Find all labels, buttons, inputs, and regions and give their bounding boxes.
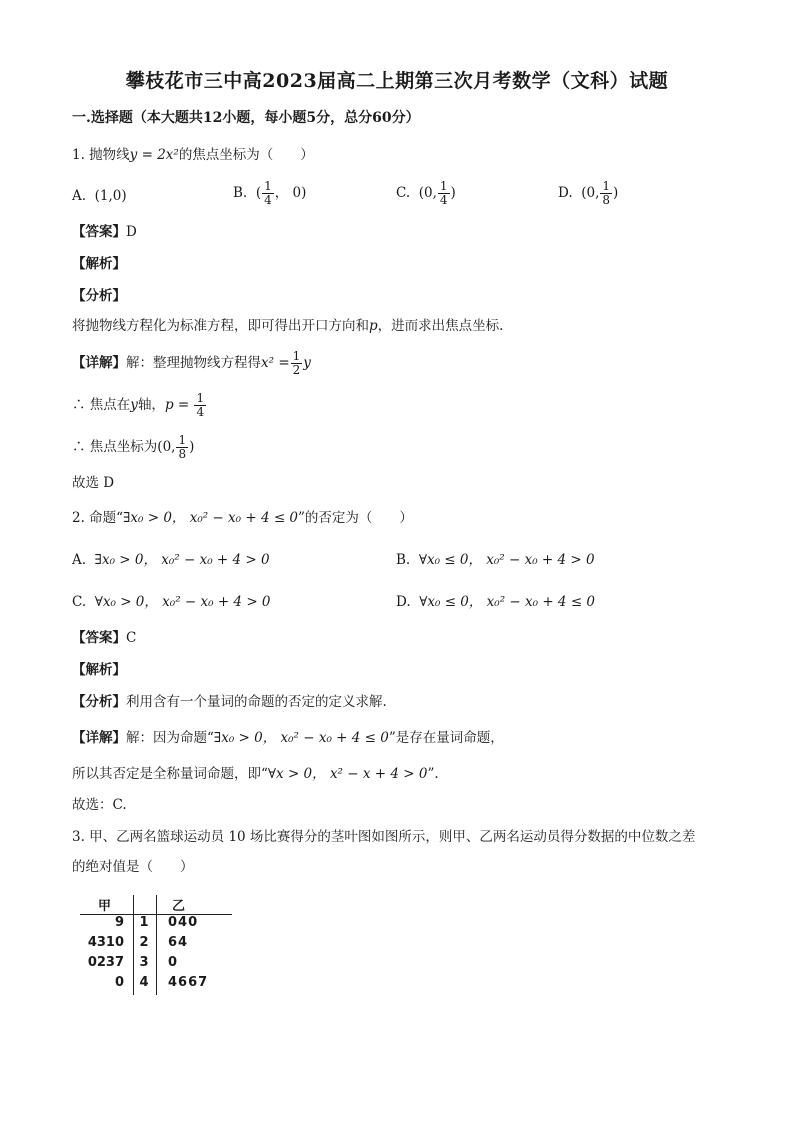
stem-value: 4 [139,975,149,990]
fraction [291,350,303,377]
line2-math: ∀x > 0， x² − x + 4 > 0 [267,766,428,782]
detail-tag: 【详解】 [72,355,126,371]
stem-row [76,973,236,993]
detail-tail: y [303,355,311,371]
answer-value: D [126,224,137,240]
q2-conclusion: 故选：C. [72,797,127,813]
fraction-denominator: 8 [602,193,611,207]
option-label: B. [233,185,248,201]
stem-leaf-plot [76,893,236,993]
option-post: ， 0) [274,185,307,201]
stem-row [76,913,236,933]
q1-stem-math: y = 2x² [129,147,179,163]
q2-option-c [72,592,271,612]
line2-y: y [130,397,138,413]
fenxi-text: 利用含有一个量词的命题的否定的定义求解. [126,694,387,710]
header-right: 乙 [172,899,186,914]
stem-value: 1 [139,915,149,930]
answer-tag: 【答案】 [72,630,126,646]
line3-pre: ∴ 焦点坐标为 [72,439,158,455]
line2-post: ”. [427,766,439,782]
question-2-stem [72,508,413,528]
option-label: D. [558,185,573,201]
option-label: C. [72,594,87,610]
line2-pre: ∴ 焦点在 [72,397,131,413]
fraction-numerator: 1 [178,433,187,447]
fraction [176,434,188,461]
leaf-right: 0 [168,955,179,970]
fraction [438,180,450,207]
leaf-right: 64 [168,935,189,950]
q1-answer [72,222,137,242]
detail-tag: 【详解】 [72,730,126,746]
q1-option-c [396,180,456,207]
line3-open: (0, [157,439,176,455]
fraction-denominator: 2 [292,363,301,377]
fenxi-text-post: ，进而求出焦点坐标. [377,318,504,334]
page-title: 攀枝花市三中高2023届高二上期第三次月考数学（文科）试题 [125,70,669,92]
option-post: ) [613,185,619,201]
stem-value: 3 [139,955,149,970]
fraction [600,180,612,207]
option-value: ∃x₀ > 0， x₀² − x₀ + 4 > 0 [94,552,270,568]
fenxi-math: p [369,318,378,334]
section-heading: 一.选择题（本大题共12小题，每小题5分，总分60分） [72,110,420,126]
leaf-left: 9 [114,915,124,930]
header-left: 甲 [98,899,112,914]
fenxi-text-pre: 将抛物线方程化为标准方程，即可得出开口方向和 [72,318,369,334]
q2-answer [72,628,136,648]
q1-detail-line2 [72,392,207,419]
q2-option-d [396,592,595,612]
fenxi-tag: 【分析】 [72,694,126,710]
fraction-denominator: 4 [264,193,272,207]
option-value: ∀x₀ ≤ 0， x₀² − x₀ + 4 ≤ 0 [419,594,596,610]
option-label: C. [396,185,411,201]
q1-detail-line3 [72,434,194,461]
q1-option-a [72,186,127,206]
q2-analysis-tag [72,660,126,680]
q1-stem-pre: 1. 抛物线 [72,147,130,163]
answer-value: C [126,630,137,646]
line2-p: p = [164,397,190,413]
detail-math: ∃x₀ > 0， x₀² − x₀ + 4 ≤ 0 [213,730,389,746]
option-value: ∀x₀ > 0， x₀² − x₀ + 4 > 0 [94,594,271,610]
fraction-numerator: 1 [439,179,448,193]
q2-detail [72,728,504,748]
q1-option-d [558,180,618,207]
option-label: A. [72,188,87,204]
detail-math: x² = [261,355,290,371]
q1-stem-post: 的焦点坐标为（ ） [178,147,314,163]
answer-tag: 【答案】 [72,224,126,240]
q1-fenxi-tag [72,286,126,306]
fraction-denominator: 4 [196,405,205,419]
fraction [194,392,206,419]
option-label: D. [396,594,411,610]
option-post: ) [450,185,456,201]
q1-analysis-tag [72,254,126,274]
detail-post: ”是存在量词命题， [388,730,504,746]
fraction [262,180,274,207]
stem-value: 2 [139,935,149,950]
fraction-numerator: 1 [602,179,611,193]
q2-option-a [72,550,270,570]
line2-pre: 所以其否定是全称量词命题，即“ [72,766,268,782]
q2-fenxi [72,692,387,712]
fenxi-tag: 【分析】 [72,288,126,304]
question-3-stem-line2: 的绝对值是（ ） [72,859,194,875]
leaf-right: 4667 [168,975,209,990]
q2-option-b [396,550,595,570]
analysis-tag: 【解析】 [72,256,126,272]
stem-header-row [76,893,236,913]
fraction-numerator: 1 [292,349,301,363]
stem-row [76,953,236,973]
option-pre: ( [255,185,262,201]
leaf-left: 0 [114,975,124,990]
fraction-denominator: 4 [439,193,448,207]
leaf-left: 0237 [87,955,124,970]
analysis-tag: 【解析】 [72,662,126,678]
q2-stem-pre: 2. 命题“ [72,510,124,526]
fraction-denominator: 8 [178,447,187,461]
leaf-right: 040 [168,915,199,930]
option-pre: (0, [418,185,437,201]
option-value: (1,0) [94,188,127,204]
q2-stem-math: ∃x₀ > 0， x₀² − x₀ + 4 ≤ 0 [123,510,299,526]
q1-detail [72,350,311,377]
line2-mid: 轴， [137,397,165,413]
fraction-numerator: 1 [264,179,272,193]
option-label: A. [72,552,87,568]
question-3-stem-line1: 3. 甲、乙两名篮球运动员 10 场比赛得分的茎叶图如图所示，则甲、乙两名运动员得分数据的中位数之差 [72,829,696,845]
line3-close: ) [189,439,195,455]
leaf-left: 4310 [87,935,124,950]
fraction-numerator: 1 [196,391,205,405]
option-pre: (0, [581,185,600,201]
question-1-stem [72,145,314,165]
q1-fenxi-text [72,316,503,336]
option-value: ∀x₀ ≤ 0， x₀² − x₀ + 4 > 0 [418,552,595,568]
q2-stem-post: ”的否定为（ ） [298,510,413,526]
q1-conclusion: 故选 D [72,475,115,491]
detail-pre: 解：整理抛物线方程得 [126,355,261,371]
detail-pre: 解：因为命题“ [126,730,214,746]
q1-option-b [233,180,306,207]
q2-detail-line2 [72,764,439,784]
stem-row [76,933,236,953]
option-label: B. [396,552,411,568]
